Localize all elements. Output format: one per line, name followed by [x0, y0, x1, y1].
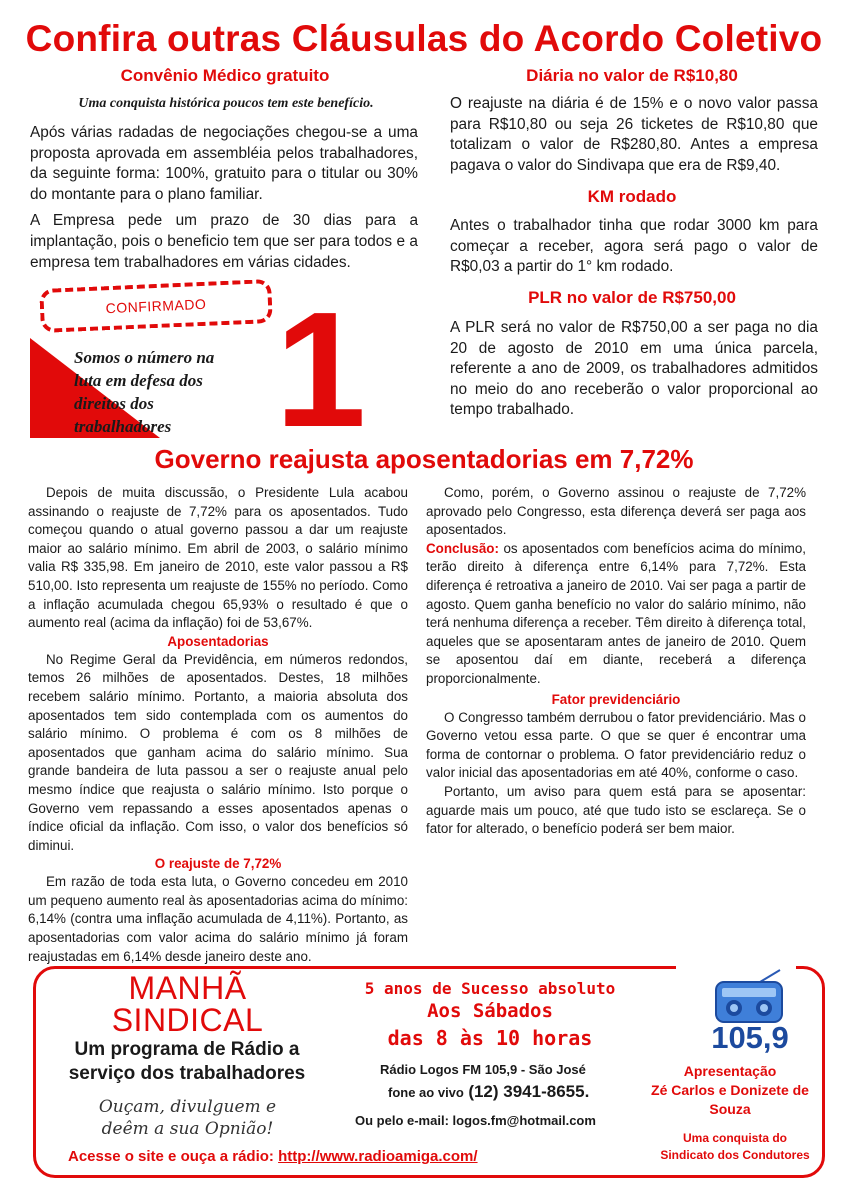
presenters-block [650, 1062, 810, 1119]
program-description: Um programa de Rádio a serviço dos trabalhadores [68, 1039, 306, 1084]
article-right-p5: Portanto, um aviso para quem está para se aposentar: aguarde mais um pouco, até que tudo isto se esclareça. Se o fator for alterado, o benefício poderá ser bem maior. [426, 783, 806, 837]
site-line [68, 1148, 478, 1165]
phone-number[interactable]: (12) 3941-8655. [468, 1082, 590, 1101]
convenio-heading: Convênio Médico gratuito [120, 66, 330, 85]
article-right-p3: os aposentados com benefícios acima do mínimo, terão direito à diferença entre 6,14% para 7,72%. Esta diferença é retroativa a janeiro de 2010. Vai ser paga a partir de agosto. Quem ganha benefício no valor do salário mínimo, não terá nenhuma diferença a receber. Têm direito à diferença total, aqueles que se aposentaram antes de janeiro de 2010. Quem se aposentou daí em diante, receberá a diferença proporcionalmente. [426, 540, 806, 686]
subheading-reajuste: O reajuste de 7,72% [154, 856, 282, 872]
big-number-one: 1 [275, 278, 367, 461]
radio-icon [700, 968, 796, 1028]
site-prefix: Acesse o site e ouça a rádio: [68, 1148, 274, 1165]
convenio-text [30, 123, 418, 279]
frequency-label: 105,9 [711, 1020, 789, 1055]
promo-line3: das 8 às 10 horas [387, 1026, 593, 1050]
convenio-tagline: Uma conquista histórica poucos tem este benefício. [78, 96, 374, 111]
phone-prefix: fone ao vivo [388, 1085, 464, 1100]
handwritten-message: Ouçam, divulguem e deêm a sua Opnião! [98, 1097, 277, 1139]
promo-line1: 5 anos de Sucesso absoluto [364, 979, 616, 998]
credit-text: Uma conquista do Sindicato dos Condutores [660, 1131, 810, 1162]
convenio-p1: Após várias radadas de negociações chegou-se a uma proposta aprovada em assembléia pelos trabalhadores, da seguinte forma: 100%, gratuito para o titular ou 30% do montante para o plano familiar. [30, 124, 418, 203]
article-left-p2: No Regime Geral da Previdência, em números redondos, temos 26 milhões de aposentados. Destes, 18 milhões recebem salário mínimo. Portanto, a maioria absoluta dos aposentados tem sido contemplada com os aumentos do salário mínimo. O problema é com os 8 milhões de aposentados que ganham acima do salário mínimo. Sua grande bandeira de luta passou a ser o reajuste anual pelo mesmo índice que reajusta o salário mínimo. Isto porque o Governo vem repassando a esses aposentados apenas o índice oficial da inflação. Com isso, o valor dos benefícios só diminui. [28, 651, 408, 853]
subheading-fator: Fator previdenciário [551, 691, 681, 707]
slogan-text: Somos o número na luta em defesa dos direitos dos trabalhadores [74, 348, 215, 436]
km-text: Antes o trabalhador tinha que rodar 3000 km para começar a receber, agora será pago o valor de R$0,03 a partir do 1° km rodado. [450, 217, 818, 276]
email-line[interactable]: Ou pelo e-mail: logos.fm@hotmail.com [355, 1113, 596, 1128]
km-heading: KM rodado [587, 187, 677, 206]
convenio-p2: A Empresa pede um prazo de 30 dias para a implantação, pois o beneficio tem que ser para todos e a empresa tem trabalhadores em várias cidades. [30, 212, 418, 271]
presenters-label: Apresentação [683, 1063, 777, 1079]
diaria-heading: Diária no valor de R$10,80 [526, 66, 738, 85]
article-right-p2: Como, porém, o Governo assinou o reajuste de 7,72% aprovado pelo Congresso, esta diferença deverá ser paga aos aposentados. [426, 485, 806, 538]
article-right-column [426, 484, 806, 839]
subheading-aposentadorias: Aposentadorias [167, 633, 269, 649]
promo-block [335, 977, 645, 1050]
article-heading: Governo reajusta aposentadorias em 7,72% [154, 444, 694, 474]
page-title: Confira outras Cláusulas do Acordo Coletivo [25, 18, 823, 59]
article-left-p3: Em razão de toda esta luta, o Governo concedeu em 2010 um pequeno aumento real às aposentadorias acima do mínimo: 6,14% (contra uma inflação acumulada de 4,11%). Portanto, as aposentadorias com valor acima do salário mínimo já foram reajustadas em 6,14% desde janeiro deste ano. [28, 874, 408, 964]
logo-line2: SINDICAL [111, 1002, 264, 1038]
logo-line1: MANHÃ [128, 970, 247, 1006]
confirmado-stamp [39, 279, 273, 333]
article-right-p4: O Congresso também derrubou o fator previdenciário. Mas o Governo vetou essa parte. O que se quer é encontrar uma forma de contornar o problema. O fator previdenciário reduz o valor inicial das aposentadorias em até 40%, conforme o caso. [426, 709, 806, 781]
plr-heading: PLR no valor de R$750,00 [528, 288, 736, 307]
conclusao-label: Conclusão: [426, 540, 499, 556]
phone-line [388, 1082, 589, 1102]
article-left-p1: Depois de muita discussão, o Presidente Lula acabou assinando o reajuste de 7,72% para os aposentados. Tudo começou quando o atual governo passou a dar um reajuste maior ao salário mínimo. Em abril de 2003, o salário mínimo valia R$ 335,98. Em janeiro de 2010, este valor passou a R$ 510,00. Isto representa um reajuste de 155% no período. Como a inflação acumulada chegou 65,93% o resultado é que o aumento real (acima da inflação) foi de 53,67%. [28, 485, 408, 631]
article-right-p3-wrap [426, 540, 806, 689]
confirmado-label: CONFIRMADO [105, 295, 207, 317]
manha-sindical-logo [100, 972, 275, 1036]
site-link[interactable]: http://www.radioamiga.com/ [278, 1148, 478, 1165]
promo-line2: Aos Sábados [427, 1000, 553, 1022]
presenters-names: Zé Carlos e Donizete de Souza [651, 1082, 809, 1117]
plr-text: A PLR será no valor de R$750,00 a ser paga no dia 20 de agosto de 2010 em uma única parcela, referente a ano de 2009, os trabalhadores admitidos no meio do ano receberão o valor proporcional ao tempo trabalhado. [450, 319, 818, 419]
diaria-text: O reajuste na diária é de 15% e o novo valor passa para R$10,80 ou seja 26 ticketes de R$10,80 que totalizam o valor de R$280,80. Antes a empresa pagava o valor do Sindivapa que era de R$9,40. [450, 95, 818, 174]
station-name: Rádio Logos FM 105,9 - São José [380, 1062, 586, 1077]
article-left-column [28, 484, 408, 966]
